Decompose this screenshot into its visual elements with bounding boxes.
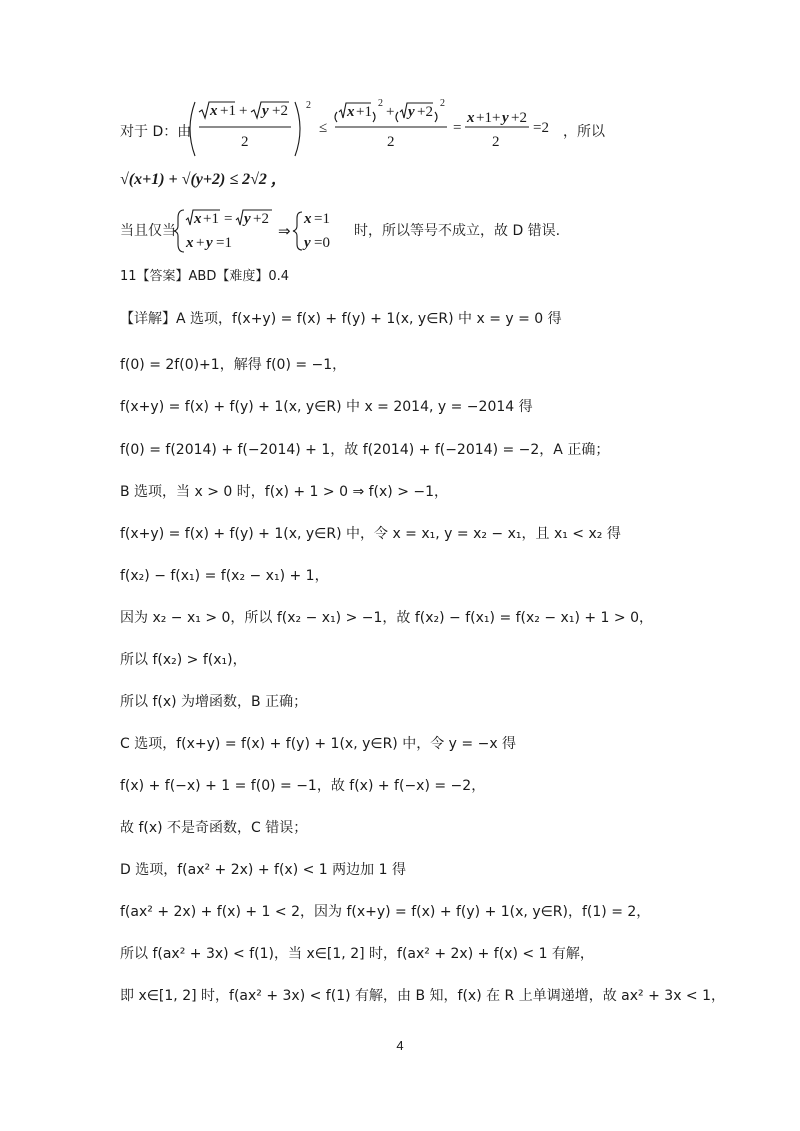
svg-text:x: x (304, 211, 312, 227)
svg-text:2: 2 (492, 134, 500, 150)
svg-text:=0: =0 (314, 235, 330, 251)
body-line-4: f(0) = f(2014) + f(−2014) + 1，故 f(2014) + f(−2014) = −2，A 正确； (120, 442, 610, 458)
body-line-6: f(x+y) = f(x) + f(y) + 1(x, y∈R) 中，令 x = x₁, y = x₂ − x₁，且 x₁ < x₂ 得 (120, 526, 621, 542)
svg-text:+1: +1 (220, 103, 236, 119)
body-line-11: C 选项，f(x+y) = f(x) + f(y) + 1(x, y∈R) 中，令 y = −x 得 (120, 736, 517, 752)
svg-text:y: y (262, 103, 269, 119)
svg-text:y: y (408, 104, 415, 120)
svg-text:2: 2 (306, 100, 311, 111)
svg-text:2: 2 (440, 98, 445, 109)
svg-text:=: = (453, 120, 462, 136)
body-line-9: 所以 f(x₂) > f(x₁)， (120, 652, 247, 668)
body-line-17: 即 x∈[1, 2] 时，f(ax² + 3x) < f(1) 有解，由 B 知，f(x) 在 R 上单调递增，故 ax² + 3x < 1， (120, 988, 726, 1004)
svg-text:+2: +2 (511, 110, 527, 126)
body-line-1: 【详解】A 选项，f(x+y) = f(x) + f(y) + 1(x, y∈R) 中 x = y = 0 得 (120, 311, 562, 327)
svg-text:x: x (347, 104, 355, 120)
svg-text:=1: =1 (314, 211, 330, 227)
svg-text:y: y (502, 110, 509, 126)
svg-text:+: + (196, 235, 205, 251)
body-line-8: 因为 x₂ − x₁ > 0，所以 f(x₂ − x₁) > −1，故 f(x₂) − f(x₁) = f(x₂ − x₁) + 1 > 0， (120, 610, 653, 626)
body-line-14: D 选项，f(ax² + 2x) + f(x) < 1 两边加 1 得 (120, 862, 406, 878)
d-intro-tail: ，所以 (563, 124, 605, 140)
body-line-13: 故 f(x) 不是奇函数，C 错误； (120, 820, 308, 836)
svg-text:x: x (467, 110, 475, 126)
svg-text:x: x (194, 211, 202, 227)
svg-text:=: = (224, 211, 233, 227)
body-line-2: f(0) = 2f(0)+1，解得 f(0) = −1， (120, 357, 347, 373)
body-line-15: f(ax² + 2x) + f(x) + 1 < 2，因为 f(x+y) = f(x) + f(y) + 1(x, y∈R)，f(1) = 2， (120, 904, 651, 920)
svg-text:=1: =1 (216, 235, 232, 251)
body-line-10: 所以 f(x) 为增函数，B 正确； (120, 694, 308, 710)
body-line-16: 所以 f(ax² + 3x) < f(1)，当 x∈[1, 2] 时，f(ax² + 2x) + f(x) < 1 有解， (120, 946, 594, 962)
svg-text:⇒: ⇒ (278, 224, 291, 240)
svg-text:+2: +2 (253, 211, 269, 227)
svg-text:+1+: +1+ (476, 110, 501, 126)
svg-text:≤: ≤ (319, 120, 328, 136)
d-equal-pre: 当且仅当 (120, 223, 176, 239)
d-intro: 对于 D：由 (120, 124, 192, 140)
svg-text:2: 2 (378, 98, 383, 109)
svg-text:y: y (304, 235, 311, 251)
svg-text:+1: +1 (203, 211, 219, 227)
d-equation-system (176, 208, 352, 254)
svg-text:x: x (210, 103, 218, 119)
d-equal-post: 时，所以等号不成立，故 D 错误. (354, 223, 561, 239)
svg-text:+1: +1 (356, 104, 372, 120)
svg-text:x: x (186, 235, 194, 251)
body-line-3: f(x+y) = f(x) + f(y) + 1(x, y∈R) 中 x = 2014, y = −2014 得 (120, 399, 533, 415)
svg-text:+2: +2 (272, 103, 288, 119)
body-line-12: f(x) + f(−x) + 1 = f(0) = −1，故 f(x) + f(−x) = −2， (120, 778, 486, 794)
page-number: 4 (396, 1038, 404, 1053)
svg-text:2: 2 (241, 134, 249, 150)
svg-text:+: + (386, 104, 395, 120)
svg-text:y: y (206, 235, 213, 251)
d-result: √(x+1) + √(y+2) ≤ 2√2 ， (120, 171, 287, 188)
svg-text:y: y (244, 211, 251, 227)
body-line-7: f(x₂) − f(x₁) = f(x₂ − x₁) + 1， (120, 568, 329, 584)
body-line-5: B 选项，当 x > 0 时，f(x) + 1 > 0 ⇒ f(x) > −1， (120, 484, 449, 500)
svg-text:2: 2 (387, 134, 395, 150)
svg-text:+2: +2 (417, 104, 433, 120)
d-inequality-formula (185, 98, 549, 160)
svg-text:=2: =2 (533, 120, 549, 136)
q11-header: 11【答案】ABD【难度】0.4 (120, 269, 290, 284)
svg-text:+: + (239, 103, 248, 119)
